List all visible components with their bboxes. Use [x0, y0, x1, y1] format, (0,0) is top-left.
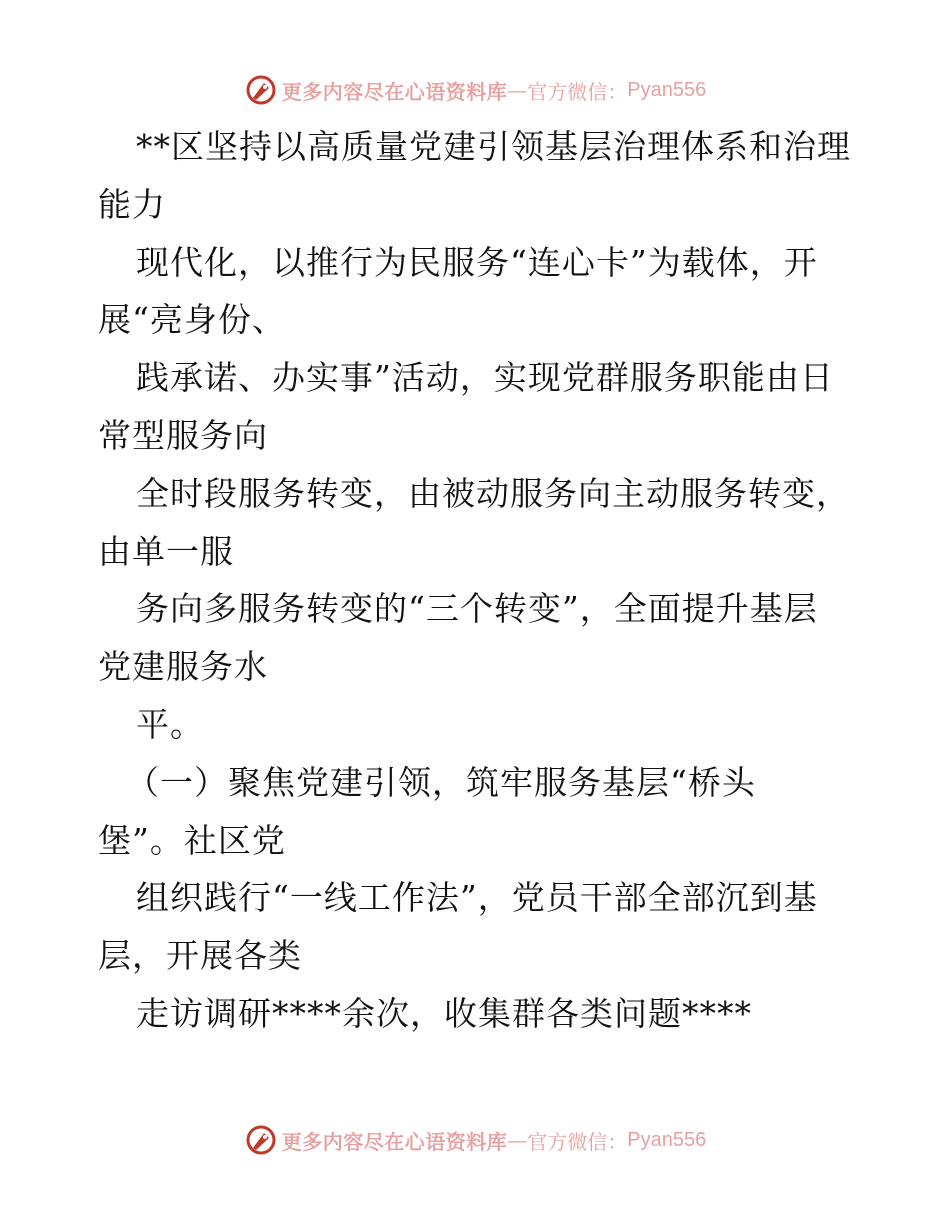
body-line-8: 由单一服 — [98, 531, 234, 571]
banner-wechat-label: 官方微信： — [527, 79, 628, 104]
banner-main-text: 更多内容尽在心语资料库 — [281, 79, 508, 104]
body-line-7: 全时段服务转变，由被动服务向主动服务转变， — [136, 473, 850, 513]
banner-main-text: 更多内容尽在心语资料库 — [281, 1129, 508, 1154]
pen-nib-logo-icon — [244, 73, 278, 107]
banner-dash: — — [507, 1128, 528, 1152]
body-line-14: 组织践行“一线工作法”，党员干部全部沉到基 — [136, 878, 818, 918]
banner-wechat-label: 官方微信： — [527, 1129, 628, 1154]
pen-nib-logo-icon — [244, 1123, 278, 1157]
body-line-1: **区坚持以高质量党建引领基层治理体系和治理 — [136, 127, 851, 166]
header-watermark-banner — [0, 68, 950, 112]
body-line-16: 走访调研****余次，收集群各类问题**** — [136, 993, 752, 1033]
body-line-4: 展“亮身份、 — [98, 300, 286, 340]
body-line-6: 常型服务向 — [98, 415, 268, 455]
body-line-11: 平。 — [136, 704, 204, 744]
section-heading-1: （一）聚焦党建引领，筑牢服务基层“桥头 — [126, 762, 756, 802]
banner-wechat-id: Pyan556 — [627, 1128, 707, 1151]
body-line-9: 务向多服务转变的“三个转变”，全面提升基层 — [136, 589, 818, 629]
body-line-13: 堡”。社区党 — [98, 820, 286, 860]
body-line-15: 层，开展各类 — [98, 936, 302, 976]
footer-watermark-banner — [0, 1118, 950, 1162]
body-line-2: 能力 — [98, 184, 166, 224]
body-line-3: 现代化，以推行为民服务“连心卡”为载体，开 — [136, 242, 818, 282]
body-line-10: 党建服务水 — [98, 647, 268, 687]
banner-wechat-id: Pyan556 — [627, 78, 707, 101]
body-line-5: 践承诺、办实事”活动，实现党群服务职能由日 — [136, 358, 834, 398]
document-body — [98, 118, 858, 1043]
banner-dash: — — [507, 78, 528, 102]
